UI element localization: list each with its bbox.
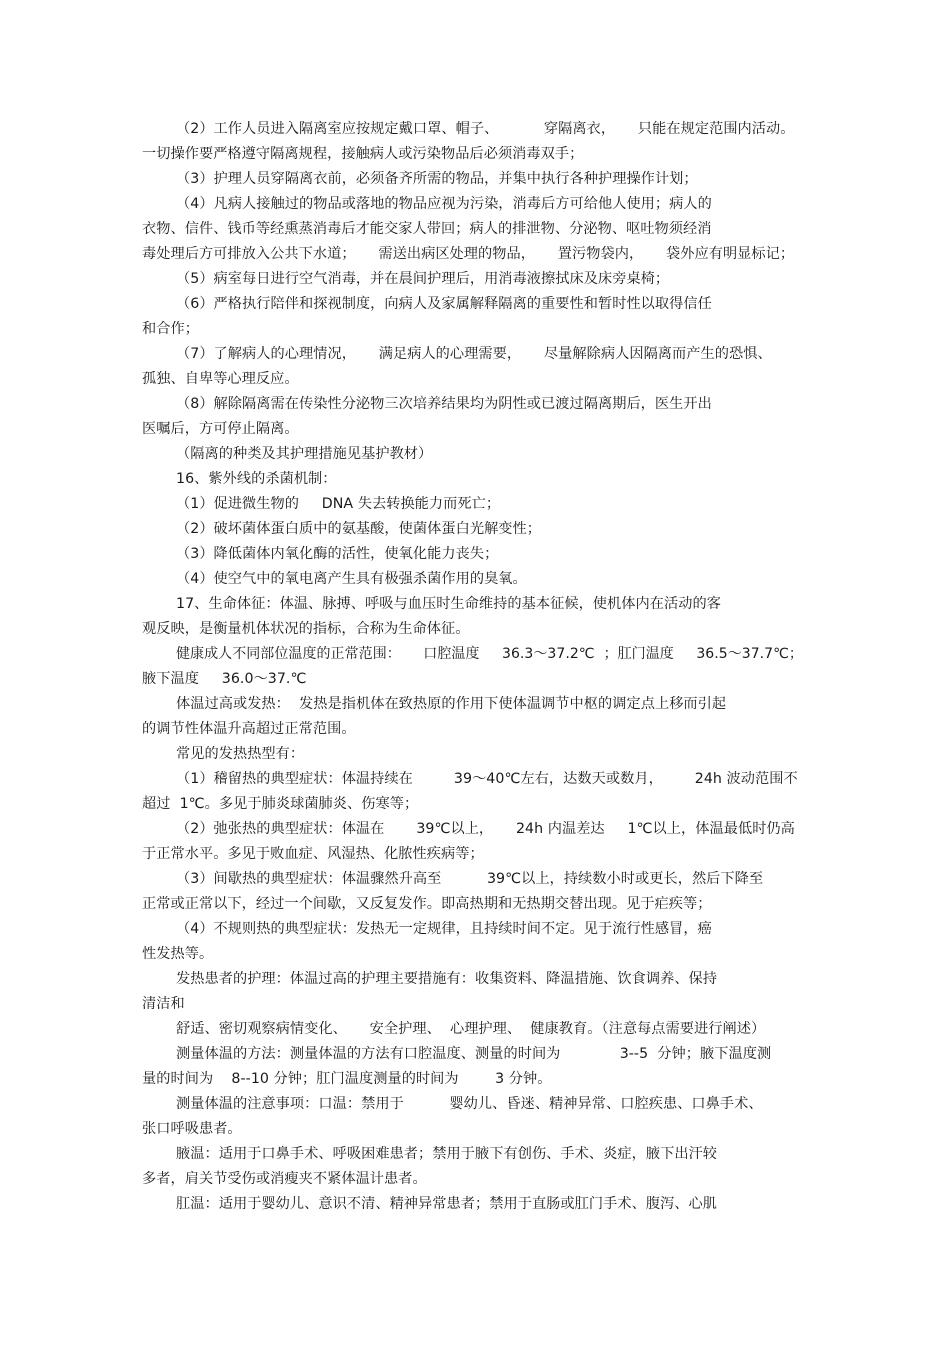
text-line: 健康成人不同部位温度的正常范围： 口腔温度 36.3～37.2℃ ；肛门温度 36.5～37.7℃； — [176, 646, 803, 662]
text-line: （8）解除隔离需在传染性分泌物三次培养结果均为阴性或已渡过隔离期后，医生开出 — [176, 396, 712, 412]
text-line: 多者，肩关节受伤或消瘦夹不紧体温计患者。 — [142, 1171, 427, 1187]
text-line: （6）严格执行陪伴和探视制度，向病人及家属解释隔离的重要性和暂时性以取得信任 — [176, 296, 712, 312]
text-line: 舒适、密切观察病情变化、 安全护理、 心理护理、 健康教育。（注意每点需要进行阐述） — [176, 1021, 766, 1037]
text-line: 的调节性体温升高超过正常范围。 — [142, 721, 356, 737]
text-line: 正常或正常以下，经过一个间歇，又反复发作。即高热期和无热期交替出现。见于疟疾等； — [142, 896, 712, 912]
text-line: 一切操作要严格遵守隔离规程，接触病人或污染物品后必须消毒双手； — [142, 146, 584, 162]
text-line: 医嘱后，方可停止隔离。 — [142, 421, 299, 437]
text-line: 张口呼吸患者。 — [142, 1121, 242, 1137]
text-line: （1）稽留热的典型症状：体温持续在 39～40℃左右，达数天或数月， 24h 波动范围不 — [176, 771, 798, 787]
text-line: 发热患者的护理：体温过高的护理主要措施有：收集资料、降温措施、饮食调养、保持 — [176, 971, 718, 987]
section-heading: 16、紫外线的杀菌机制： — [176, 471, 337, 487]
text-line: 孤独、自卑等心理反应。 — [142, 371, 299, 387]
text-line: （4）使空气中的氧电离产生具有极强杀菌作用的臭氧。 — [176, 571, 527, 587]
text-line: 量的时间为 8--10 分钟；肛门温度测量的时间为 3 分钟。 — [142, 1071, 552, 1087]
text-line: （5）病室每日进行空气消毒，并在晨间护理后，用消毒液擦拭床及床旁桌椅； — [176, 271, 670, 287]
text-line: 观反映，是衡量机体状况的指标，合称为生命体征。 — [142, 621, 470, 637]
text-line: （1）促进微生物的 DNA 失去转换能力而死亡； — [176, 496, 501, 512]
text-line: （2）工作人员进入隔离室应按规定戴口罩、帽子、 穿隔离衣， 只能在规定范围内活动。 — [176, 121, 795, 137]
text-line: 超过 1℃。多见于肺炎球菌肺炎、伤寒等； — [142, 796, 419, 812]
text-line: 清洁和 — [142, 996, 185, 1012]
text-line: 测量体温的注意事项：口温：禁用于 婴幼儿、昏迷、精神异常、口腔疾患、口鼻手术、 — [176, 1096, 763, 1112]
text-line: 常见的发热热型有： — [176, 746, 305, 762]
text-line: 和合作； — [142, 321, 199, 337]
text-line: （2）破坏菌体蛋白质中的氨基酸，使菌体蛋白光解变性； — [176, 521, 542, 537]
text-line: （4）不规则热的典型症状：发热无一定规律，且持续时间不定。见于流行性感冒，癌 — [176, 921, 712, 937]
text-line: 测量体温的方法：测量体温的方法有口腔温度、测量的时间为 3--5 分钟；腋下温度测 — [176, 1046, 772, 1062]
text-line: （隔离的种类及其护理措施见基护教材） — [176, 446, 433, 462]
text-line: 毒处理后方可排放入公共下水道； 需送出病区处理的物品， 置污物袋内， 袋外应有明显标记； — [142, 246, 795, 262]
text-line: （7）了解病人的心理情况， 满足病人的心理需要， 尽量解除病人因隔离而产生的恐惧、 — [176, 346, 772, 362]
text-line: （3）降低菌体内氧化酶的活性，使氧化能力丧失； — [176, 546, 499, 562]
text-line: （4）凡病人接触过的物品或落地的物品应视为污染，消毒后方可给他人使用；病人的 — [176, 196, 712, 212]
text-line: 性发热等。 — [142, 946, 214, 962]
text-line: 体温过高或发热： 发热是指机体在致热原的作用下使体温调节中枢的调定点上移而引起 — [176, 696, 727, 712]
text-line: 衣物、信件、钱币等经熏蒸消毒后才能交家人带回；病人的排泄物、分泌物、呕吐物须经消 — [142, 221, 712, 237]
text-line: （3）间歇热的典型症状：体温骤然升高至 39℃以上，持续数小时或更长，然后下降至 — [176, 871, 764, 887]
text-line: 腋温：适用于口鼻手术、呼吸困难患者；禁用于腋下有创伤、手术、炎症，腋下出汗较 — [176, 1146, 718, 1162]
text-line: （2）弛张热的典型症状：体温在 39℃以上， 24h 内温差达 1℃以上，体温最低时仍高 — [176, 821, 795, 837]
text-line: 肛温：适用于婴幼儿、意识不清、精神异常患者；禁用于直肠或肛门手术、腹泻、心肌 — [176, 1196, 718, 1212]
text-line: 腋下温度 36.0～37.℃ — [142, 671, 307, 687]
section-heading: 17、生命体征：体温、脉搏、呼吸与血压时生命维持的基本征候，使机体内在活动的客 — [176, 596, 721, 612]
text-line: 于正常水平。多见于败血症、风湿热、化脓性疾病等； — [142, 846, 484, 862]
text-line: （3）护理人员穿隔离衣前，必须备齐所需的物品，并集中执行各种护理操作计划； — [176, 171, 698, 187]
